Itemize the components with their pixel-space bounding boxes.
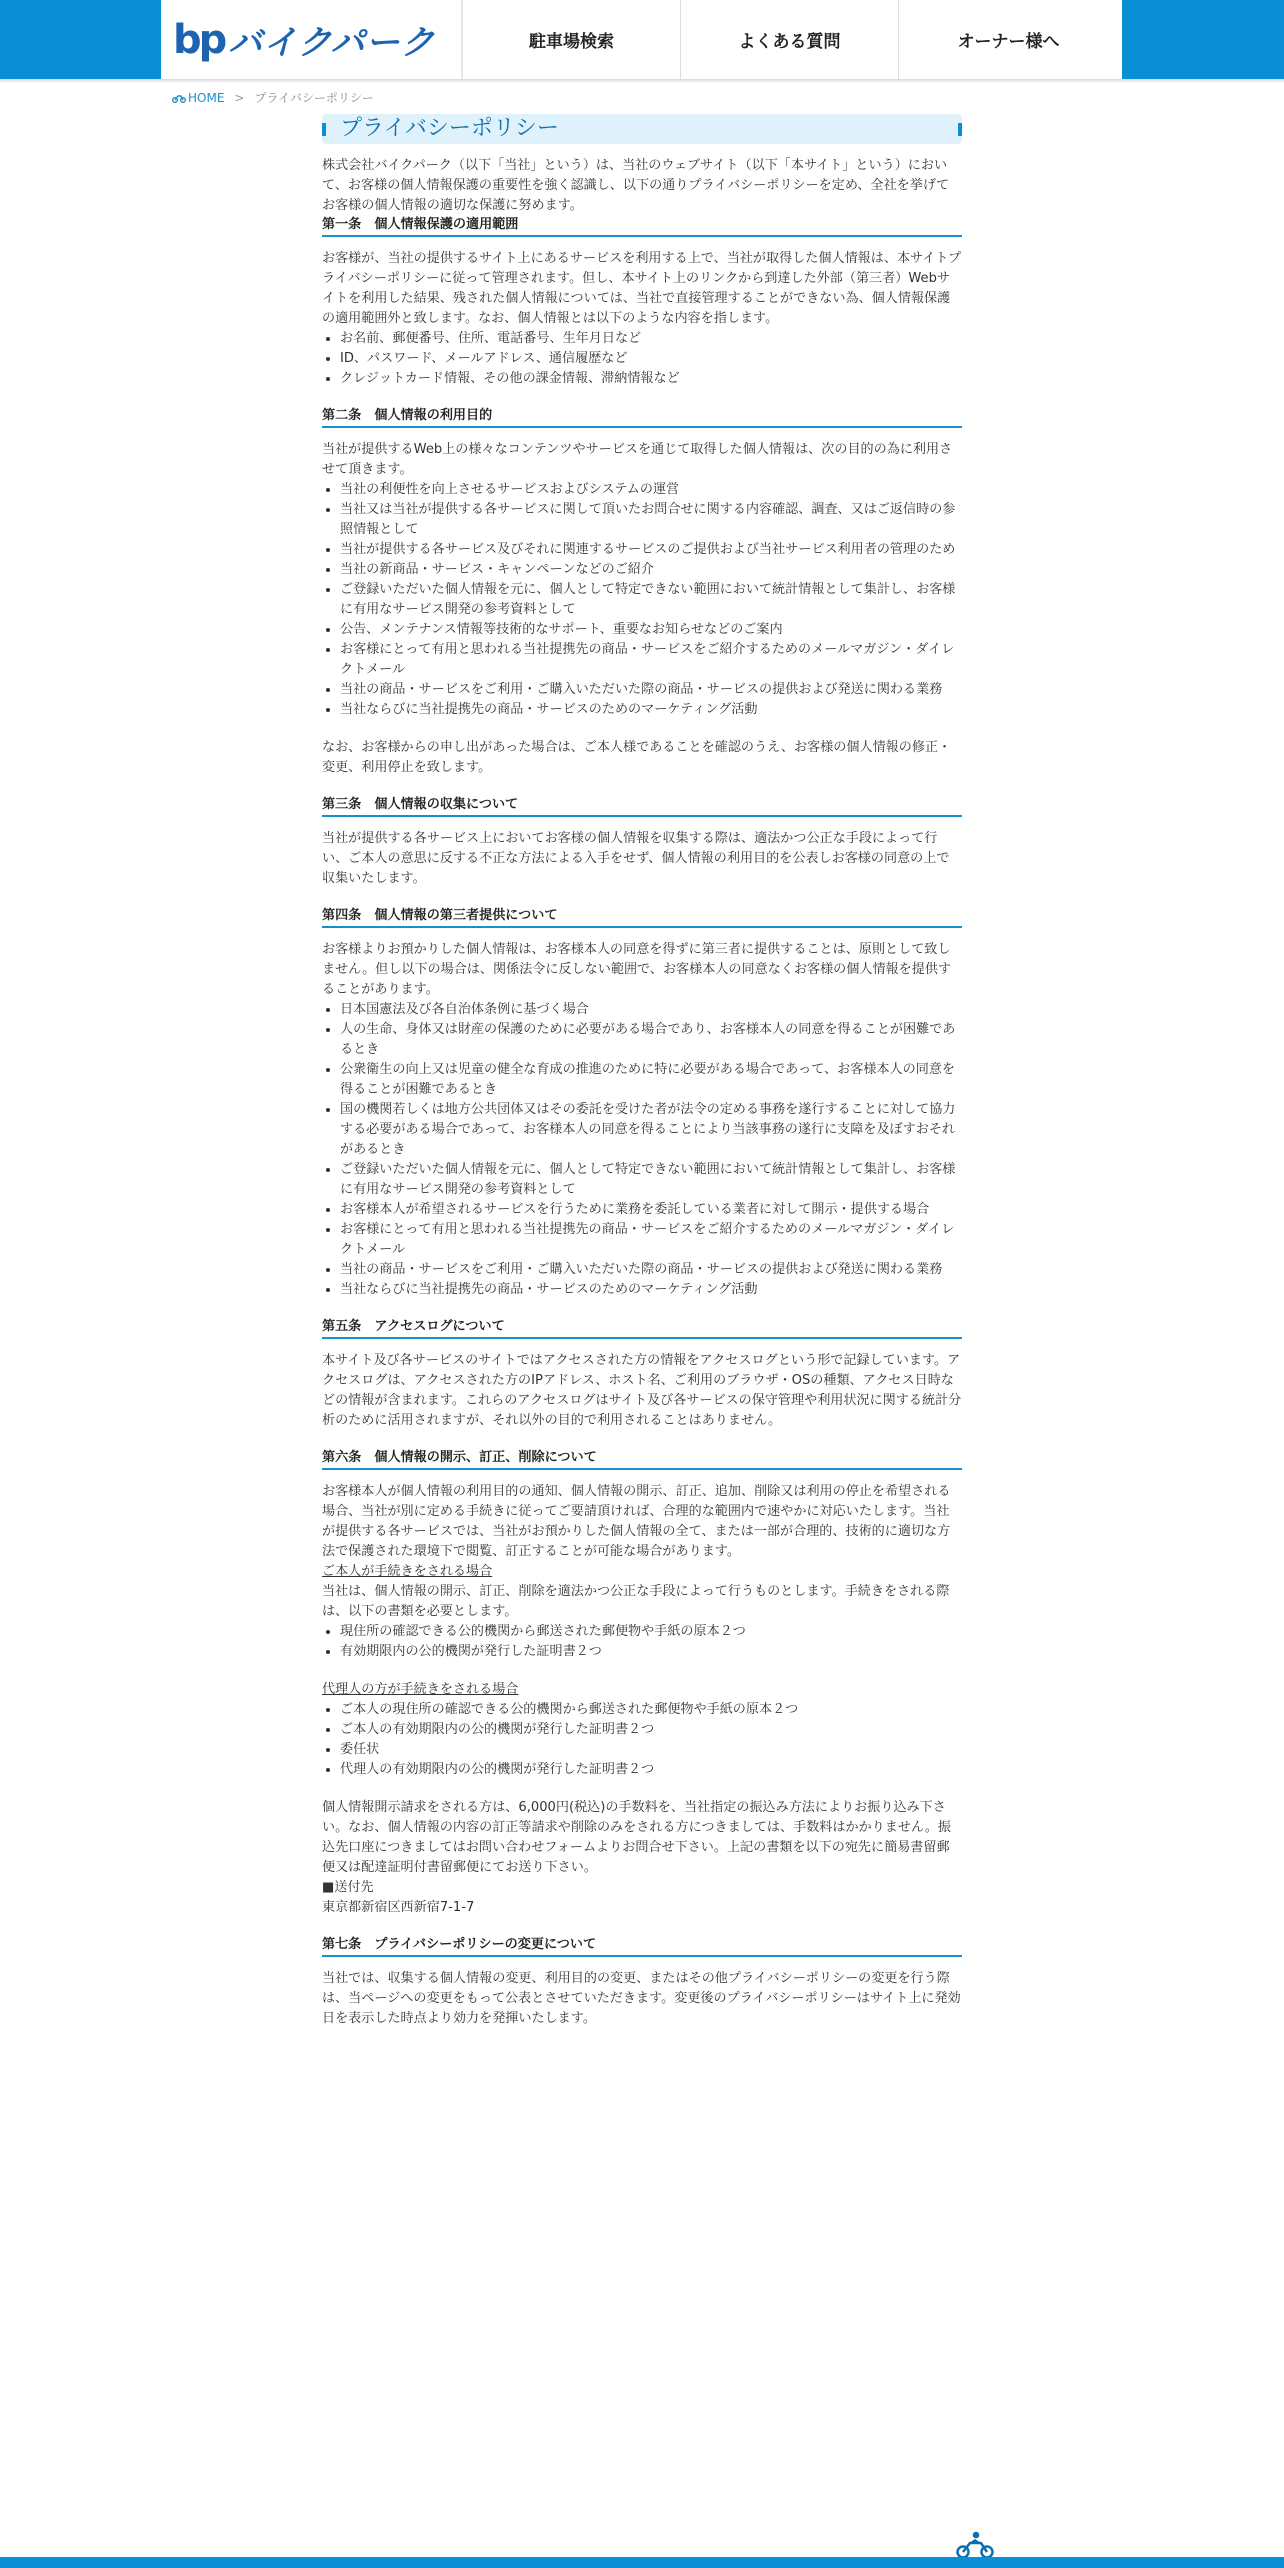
- list-item: • 委任状: [340, 1740, 962, 1760]
- list-item: • お客様にとって有用と思われる当社提携先の商品・サービスをご紹介するためのメールマガジン・ダイレクトメール: [340, 640, 962, 680]
- list-item: • ご登録いただいた個人情報を元に、個人として特定できない範囲において統計情報として集計し、お客様に有用なサービス開発の参考資料として: [340, 1160, 962, 1200]
- list-item: • 当社の新商品・サービス・キャンペーンなどのご紹介: [340, 560, 962, 580]
- article-6-self-list: [322, 1622, 962, 1662]
- article-4-list: [322, 1000, 962, 1300]
- article-7-heading: 第七条 プライバシーポリシーの変更について: [322, 1936, 962, 1957]
- article-1-body: お客様が、当社の提供するサイト上にあるサービスを利用する上で、当社が取得した個人情報は、本サイトプライバシーポリシーに従って管理されます。但し、本サイト上のリンクから到達した外部（第三者）Webサイトを利用した結果、残された個人情報については、当社で直接管理することができない為、個人情報保護の適用範囲外と致します。なお、個人情報とは以下のような内容を指します。: [322, 251, 962, 326]
- list-item: • クレジットカード情報、その他の課金情報、滞納情報など: [340, 369, 962, 389]
- article-3-heading: 第三条 個人情報の収集について: [322, 796, 962, 817]
- article-6-body: お客様本人が個人情報の利用目的の通知、個人情報の開示、訂正、追加、削除又は利用の停止を希望される場合、当社が別に定める手続きに従ってご要請頂ければ、合理的な範囲内で速やかに対応いたします。当社が提供する各サービスでは、当社がお預かりした個人情報の全て、または一部が合理的、技術的に適切な方法で保護された環境下で閲覧、訂正することが可能な場合があります。: [322, 1484, 951, 1559]
- list-item: • 当社ならびに当社提携先の商品・サービスのためのマーケティング活動: [340, 1280, 962, 1300]
- list-item: • 当社又は当社が提供する各サービスに関して頂いたお問合せに関する内容確認、調査、又はご返信時の参照情報として: [340, 500, 962, 540]
- breadcrumb: [172, 89, 374, 106]
- article-2-body: 当社が提供するWeb上の様々なコンテンツやサービスを通じて取得した個人情報は、次の目的の為に利用させて頂きます。: [322, 442, 953, 477]
- list-item: • 国の機関若しくは地方公共団体又はその委託を受けた者が法令の定める事務を遂行することに対して協力する必要がある場合であって、お客様本人の同意を得ることにより当該事務の遂行に支障を及ぼすおそれがあるとき: [340, 1100, 962, 1160]
- article-1-heading: 第一条 個人情報保護の適用範囲: [322, 216, 962, 237]
- article-4-body: お客様よりお預かりした個人情報は、お客様本人の同意を得ずに第三者に提供することは、原則として致しません。但し以下の場合は、関係法令に反しない範囲で、お客様本人の同意なくお客様の個人情報を提供することがあります。: [322, 942, 952, 997]
- nav-owners[interactable]: オーナー様へ: [957, 32, 1060, 52]
- header-shadow: [0, 79, 1284, 83]
- breadcrumb-current: プライバシーポリシー: [254, 91, 374, 105]
- list-item: • 人の生命、身体又は財産の保護のために必要がある場合であり、お客様本人の同意を得ることが困難であるとき: [340, 1020, 962, 1060]
- logo-text: バイクパーク: [228, 23, 436, 63]
- article-3-body: 当社が提供する各サービス上においてお客様の個人情報を収集する際は、適法かつ公正な手段によって行い、ご本人の意思に反する不正な方法による入手をせず、個人情報の利用目的を公表しお客様の同意の上で収集いたします。: [322, 831, 950, 886]
- list-item: • 当社の商品・サービスをご利用・ご購入いただいた際の商品・サービスの提供および発送に関わる業務: [340, 1260, 962, 1280]
- list-item: • 当社の利便性を向上させるサービスおよびシステムの運営: [340, 480, 962, 500]
- article-6-fee: 個人情報開示請求をされる方は、6,000円(税込)の手数料を、当社指定の振込み方法によりお振り込み下さい。なお、個人情報の内容の訂正等請求や削除のみをされる方につきましては、手数料はかかりません。振込先口座につきましてはお問い合わせフォームよりお問合せ下さい。上記の書類を以下の宛先に簡易書留郵便又は配達証明付書留郵便にてお送り下さい。: [322, 1800, 952, 1875]
- article-6-self-body: 当社は、個人情報の開示、訂正、削除を適法かつ公正な手段によって行うものとします。手続きをされる際は、以下の書類を必要とします。: [322, 1584, 950, 1619]
- intro-text: 株式会社バイクパーク（以下「当社」という）は、当社のウェブサイト（以下「本サイト」という）において、お客様の個人情報保護の重要性を強く認識し、以下の通りプライバシーポリシーを定め、全社を挙げてお客様の個人情報の適切な保護に努めます。: [322, 158, 950, 213]
- breadcrumb-home[interactable]: [172, 91, 224, 105]
- list-item: • 当社の商品・サービスをご利用・ご購入いただいた際の商品・サービスの提供および発送に関わる業務: [340, 680, 962, 700]
- list-item: • お客様にとって有用と思われる当社提携先の商品・サービスをご紹介するためのメールマガジン・ダイレクトメール: [340, 1220, 962, 1260]
- article-1-list: [322, 329, 962, 389]
- logo-mark: bp: [173, 16, 225, 63]
- site-logo[interactable]: [161, 0, 463, 79]
- motorcycle-icon: [955, 2531, 995, 2559]
- list-item: • 当社ならびに当社提携先の商品・サービスのためのマーケティング活動: [340, 700, 962, 720]
- article-2-note: なお、お客様からの申し出があった場合は、ご本人様であることを確認のうえ、お客様の個人情報の修正・変更、利用停止を致します。: [322, 740, 952, 775]
- list-item: • 公衆衛生の向上又は児童の健全な育成の推進のために特に必要がある場合であって、お客様本人の同意を得ることが困難であるとき: [340, 1060, 962, 1100]
- site-header: [161, 0, 1122, 79]
- article-6-send-address: 東京都新宿区西新宿7-1-7: [322, 1900, 475, 1915]
- article-2-heading: 第二条 個人情報の利用目的: [322, 407, 962, 428]
- list-item: • 公告、メンテナンス情報等技術的なサポート、重要なお知らせなどのご案内: [340, 620, 962, 640]
- article-5-heading: 第五条 アクセスログについて: [322, 1318, 962, 1339]
- list-item: • お客様本人が希望されるサービスを行うために業務を委託している業者に対して開示・提供する場合: [340, 1200, 962, 1220]
- list-item: • 代理人の有効期限内の公的機関が発行した証明書２つ: [340, 1760, 962, 1780]
- article-6-agent-heading: 代理人の方が手続きをされる場合: [322, 1682, 519, 1697]
- list-item: • ご本人の現住所の確認できる公的機関から郵送された郵便物や手紙の原本２つ: [340, 1700, 962, 1720]
- list-item: • 日本国憲法及び各自治体条例に基づく場合: [340, 1000, 962, 1020]
- nav-faq[interactable]: よくある質問: [681, 0, 899, 79]
- article-4-heading: 第四条 個人情報の第三者提供について: [322, 907, 962, 928]
- article-2-list: [322, 480, 962, 720]
- list-item: • ご本人の有効期限内の公的機関が発行した証明書２つ: [340, 1720, 962, 1740]
- list-item: • 当社が提供する各サービス及びそれに関連するサービスのご提供および当社サービス利用者の管理のため: [340, 540, 962, 560]
- list-item: • お名前、郵便番号、住所、電話番号、生年月日など: [340, 329, 962, 349]
- article-6-self-heading: ご本人が手続きをされる場合: [322, 1564, 493, 1579]
- article-6-agent-list: [322, 1700, 962, 1780]
- breadcrumb-separator: >: [234, 90, 245, 105]
- article-6-heading: 第六条 個人情報の開示、訂正、削除について: [322, 1449, 962, 1470]
- list-item: • 現住所の確認できる公的機関から郵送された郵便物や手紙の原本２つ: [340, 1622, 962, 1642]
- list-item: • ご登録いただいた個人情報を元に、個人として特定できない範囲において統計情報として集計し、お客様に有用なサービス開発の参考資料として: [340, 580, 962, 620]
- article-6-send-label: ■送付先: [322, 1880, 374, 1895]
- list-item: • ID、パスワード、メールアドレス、通信履歴など: [340, 349, 962, 369]
- footer-band: [0, 2557, 1284, 2568]
- article-5-body: 本サイト及び各サービスのサイトではアクセスされた方の情報をアクセスログという形で記録しています。アクセスログは、アクセスされた方のIPアドレス、ホスト名、ご利用のブラウザ・OSの種類、アクセス日時などの情報が含まれます。これらのアクセスログはサイト及び各サービスの保守管理や利用状況に関する統計分析のために活用されますが、それ以外の目的で利用されることはありません。: [322, 1353, 962, 1428]
- nav-parking-search[interactable]: 駐車場検索: [463, 0, 681, 79]
- page-title: プライバシーポリシー: [322, 114, 962, 144]
- main-content: [322, 114, 962, 2029]
- motorcycle-icon: [172, 93, 186, 103]
- article-7-body: 当社では、収集する個人情報の変更、利用目的の変更、またはその他プライバシーポリシーの変更を行う際は、当ページへの変更をもって公表とさせていただきます。変更後のプライバシーポリシーはサイト上に発効日を表示した時点より効力を発揮いたします。: [322, 1971, 961, 2026]
- list-item: • 有効期限内の公的機関が発行した証明書２つ: [340, 1642, 962, 1662]
- breadcrumb-home-label: HOME: [188, 90, 225, 105]
